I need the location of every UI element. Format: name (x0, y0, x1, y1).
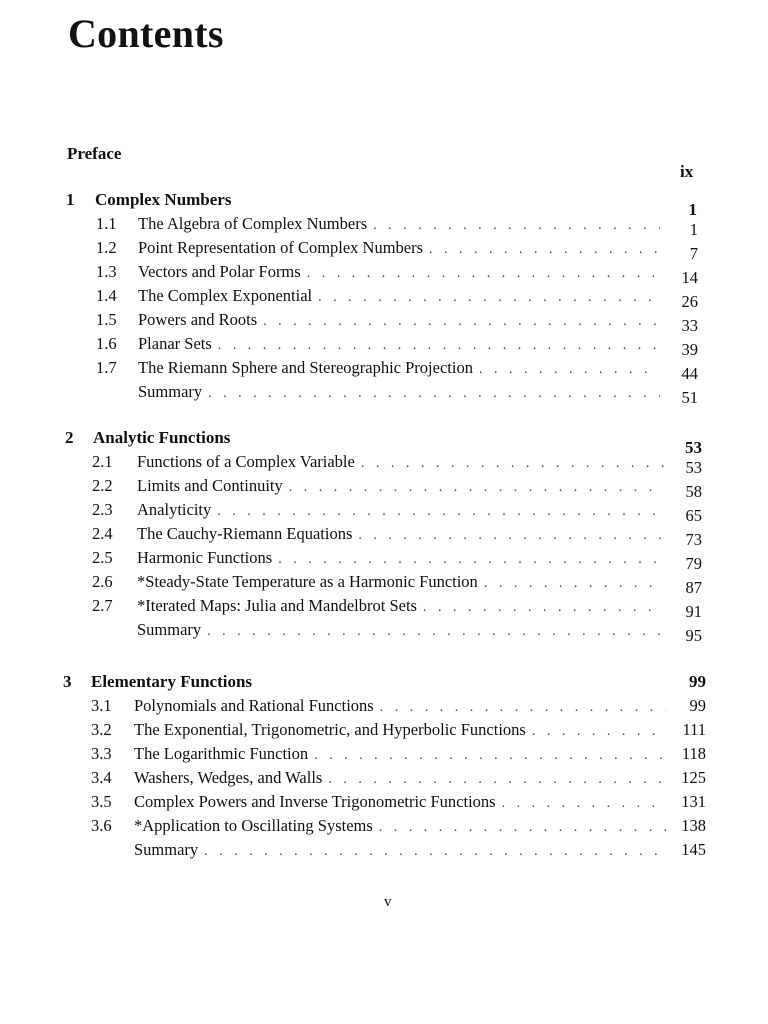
section-title: The Exponential, Trigonometric, and Hyperbolic Functions (134, 720, 526, 739)
chapter-number: 3 (63, 672, 72, 691)
chapter-number: 1 (66, 190, 75, 209)
dot-leader (373, 218, 660, 234)
toc-entry (0, 286, 768, 310)
chapter-1 (0, 190, 768, 406)
dot-leader (217, 504, 664, 520)
toc-entry (0, 358, 768, 382)
section-title: Summary (134, 840, 199, 859)
section-number: 3.5 (91, 792, 112, 811)
section-number: 1.7 (96, 358, 117, 377)
dot-leader (484, 576, 664, 592)
page-title: Contents (68, 11, 224, 56)
section-page-number: 65 (685, 506, 702, 525)
section-number: 3.1 (91, 696, 112, 715)
section-title: The Complex Exponential (138, 286, 313, 305)
section-page-number: 79 (685, 554, 702, 573)
chapter-3 (0, 672, 768, 864)
dot-leader (429, 242, 660, 258)
chapter-page-number: 53 (685, 438, 702, 457)
section-number: 2.7 (92, 596, 113, 615)
toc-entry (0, 334, 768, 358)
section-page-number: 87 (685, 578, 702, 597)
section-title: Vectors and Polar Forms (138, 262, 301, 281)
toc-entry (0, 452, 768, 476)
section-title: The Cauchy-Riemann Equations (137, 524, 353, 543)
toc-entry (0, 792, 768, 816)
toc-entry (0, 262, 768, 286)
toc-entry-summary (0, 382, 768, 406)
toc-entry (0, 548, 768, 572)
section-number: 2.4 (92, 524, 113, 543)
section-title: Functions of a Complex Variable (137, 452, 355, 471)
chapter-page-number: 1 (688, 200, 697, 219)
section-page-number: 53 (685, 458, 702, 477)
section-title: The Riemann Sphere and Stereographic Projection (138, 358, 473, 377)
section-title: Polynomials and Rational Functions (134, 696, 374, 715)
section-title: Point Representation of Complex Numbers (138, 238, 424, 257)
dot-leader (204, 844, 666, 860)
section-page-number: 95 (685, 626, 702, 645)
toc-entry (0, 596, 768, 620)
chapter-page-number: 99 (689, 672, 706, 691)
dot-leader (423, 600, 664, 616)
section-page-number: 118 (681, 744, 706, 763)
toc-entry (0, 214, 768, 238)
section-page-number: 91 (685, 602, 702, 621)
preface-page-number: ix (680, 162, 694, 181)
toc-entry (0, 696, 768, 720)
section-page-number: 26 (681, 292, 698, 311)
section-number: 1.2 (96, 238, 117, 257)
toc-entry (0, 500, 768, 524)
section-number: 1.5 (96, 310, 117, 329)
toc-entry (0, 524, 768, 548)
section-title: The Algebra of Complex Numbers (138, 214, 368, 233)
chapter-title: Complex Numbers (95, 190, 232, 209)
dot-leader (263, 314, 660, 330)
section-page-number: 131 (681, 792, 706, 811)
dot-leader (502, 796, 666, 812)
toc-entry-summary (0, 620, 768, 644)
section-number: 3.2 (91, 720, 112, 739)
section-page-number: 51 (681, 388, 698, 407)
section-number: 1.1 (96, 214, 117, 233)
section-number: 3.4 (91, 768, 112, 787)
dot-leader (314, 748, 666, 764)
section-page-number: 58 (685, 482, 702, 501)
section-title: Powers and Roots (138, 310, 258, 329)
section-number: 2.3 (92, 500, 113, 519)
dot-leader (361, 456, 664, 472)
section-number: 2.6 (92, 572, 113, 591)
dot-leader (208, 386, 660, 402)
section-page-number: 138 (681, 816, 706, 835)
chapter-title: Analytic Functions (93, 428, 231, 447)
dot-leader (532, 724, 666, 740)
dot-leader (479, 362, 660, 378)
section-number: 1.4 (96, 286, 117, 305)
section-title: Summary (138, 382, 203, 401)
section-title: The Logarithmic Function (134, 744, 309, 763)
section-page-number: 125 (681, 768, 706, 787)
section-page-number: 145 (681, 840, 706, 859)
chapter-number: 2 (65, 428, 74, 447)
toc-entry (0, 744, 768, 768)
toc-entry (0, 476, 768, 500)
section-number: 3.3 (91, 744, 112, 763)
section-page-number: 99 (689, 696, 706, 715)
dot-leader (307, 266, 660, 282)
page-folio: v (384, 894, 392, 910)
toc-entry (0, 768, 768, 792)
section-number: 2.1 (92, 452, 113, 471)
section-page-number: 111 (682, 720, 706, 739)
section-number: 2.2 (92, 476, 113, 495)
section-title: *Application to Oscillating Systems (134, 816, 373, 835)
section-title: Planar Sets (138, 334, 212, 353)
dot-leader (358, 528, 664, 544)
dot-leader (328, 772, 666, 788)
dot-leader (380, 700, 666, 716)
section-title: Harmonic Functions (137, 548, 273, 567)
toc-entry (0, 238, 768, 262)
section-title: Analyticity (137, 500, 212, 519)
section-title: *Steady-State Temperature as a Harmonic Function (137, 572, 478, 591)
chapter-heading (0, 190, 768, 219)
section-page-number: 14 (681, 268, 698, 287)
dot-leader (379, 820, 666, 836)
dot-leader (218, 338, 660, 354)
toc-entry (0, 310, 768, 334)
preface-title: Preface (67, 144, 122, 163)
section-number: 3.6 (91, 816, 112, 835)
section-page-number: 44 (681, 364, 698, 383)
section-title: Limits and Continuity (137, 476, 283, 495)
toc-entry (0, 720, 768, 744)
section-page-number: 73 (685, 530, 702, 549)
section-page-number: 1 (689, 220, 698, 239)
section-number: 1.3 (96, 262, 117, 281)
chapter-heading (0, 672, 768, 696)
chapter-heading (0, 428, 768, 457)
section-title: Summary (137, 620, 202, 639)
chapter-title: Elementary Functions (91, 672, 253, 691)
section-title: *Iterated Maps: Julia and Mandelbrot Sets (137, 596, 417, 615)
toc-entry (0, 572, 768, 596)
toc-entry-summary (0, 840, 768, 864)
dot-leader (207, 624, 664, 640)
section-number: 2.5 (92, 548, 113, 567)
section-number: 1.6 (96, 334, 117, 353)
section-title: Washers, Wedges, and Walls (134, 768, 323, 787)
toc-entry (0, 816, 768, 840)
chapter-2 (0, 428, 768, 644)
dot-leader (318, 290, 660, 306)
section-page-number: 33 (681, 316, 698, 335)
dot-leader (278, 552, 664, 568)
section-page-number: 7 (689, 244, 698, 263)
dot-leader (289, 480, 664, 496)
section-title: Complex Powers and Inverse Trigonometric Functions (134, 792, 496, 811)
section-page-number: 39 (681, 340, 698, 359)
